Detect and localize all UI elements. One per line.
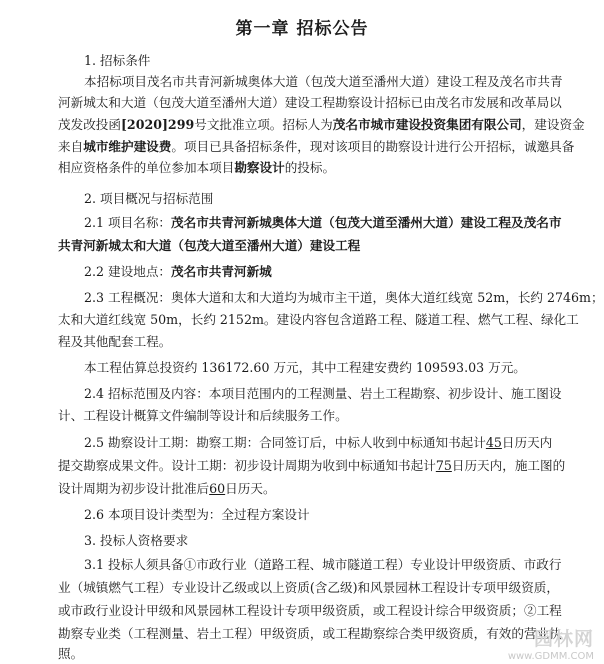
- qualification-line-3: 或市政行业设计甲级和风景园林工程设计专项甲级资质，或工程设计综合甲级资质；②工程: [58, 603, 562, 618]
- construction-drawing-days: 60: [209, 481, 226, 496]
- scope-line-1: 2.4 招标范围及内容：本项目范围内的工程测量、岩土工程勘察、初步设计、施工图设: [84, 386, 562, 401]
- schedule-line-3-end: 日历天。: [225, 481, 276, 496]
- watermark: [508, 624, 594, 662]
- qualification-line-2: 业（城镇燃气工程）专业设计乙级或以上资质(含乙级)和风景园林工程设计专项甲级资质，: [58, 580, 559, 595]
- preliminary-design-days: 75: [435, 458, 452, 473]
- schedule-line-1-end: 日历天内: [501, 435, 553, 450]
- project-name-line-2: 共青河新城太和大道（包茂大道至潘州大道）建设工程: [58, 238, 361, 253]
- watermark-brand: 园林网: [533, 628, 594, 650]
- chapter-title: 第一章 招标公告: [235, 19, 369, 39]
- s1-line-4-start: 来自: [58, 139, 84, 154]
- watermark-url: www.GDMM.COM: [507, 651, 594, 662]
- schedule-line-1-start: 2.5 勘察设计工期：勘察工期：合同签订后，中标人收到中标通知书起计: [84, 435, 486, 450]
- section-3-heading: 3. 投标人资格要求: [84, 533, 189, 548]
- overview-line-3: 程及其他配套工程。: [58, 334, 172, 349]
- overview-line-1: 2.3 工程概况：奥体大道和太和大道均为城市主干道，奥体大道红线宽 52m，长约 2746m；: [84, 290, 604, 305]
- project-name-label: 2.1 项目名称：: [84, 215, 172, 230]
- s1-line-5: [58, 160, 335, 176]
- tenderer-name: 茂名市城市建设投资集团有限公司: [332, 117, 522, 132]
- s1-line-3-end: ，建设资金: [521, 117, 585, 132]
- scope-line-2: 计、工程设计概算文件编制等设计和后续服务工作。: [58, 408, 348, 423]
- section-2-heading: 2. 项目概况与招标范围: [84, 191, 214, 206]
- schedule-line-3: [58, 481, 276, 497]
- site-label: 2.2 建设地点：: [84, 264, 172, 279]
- site-value: 茂名市共青河新城: [171, 264, 272, 279]
- qualification-line-5: 照。: [58, 646, 84, 661]
- s1-line-3: [58, 117, 585, 133]
- construction-site: [84, 264, 272, 280]
- tender-subject: 勘察设计: [234, 160, 285, 175]
- s1-line-1: 本招标项目茂名市共青河新城奥体大道（包茂大道至潘州大道）建设工程及茂名市共青: [84, 74, 563, 89]
- qualification-line-1: 3.1 投标人须具备①市政行业（道路工程、城市隧道工程）专业设计甲级资质、市政行: [84, 557, 562, 572]
- project-name-line-1: [84, 215, 561, 231]
- s1-line-3-mid: 号文批准立项。招标人为: [194, 117, 333, 132]
- approval-agency: 茂发改投函: [58, 117, 121, 132]
- s1-line-5-end: 的投标。: [284, 160, 336, 175]
- s1-line-2: 河新城太和大道（包茂大道至潘州大道）建设工程勘察设计招标已由茂名市发展和改革局以: [58, 95, 562, 110]
- investment-line: 本工程估算总投资约 136172.60 万元，其中工程建安费约 109593.03 万元。: [84, 360, 526, 375]
- approval-number: [2020]299: [120, 117, 195, 132]
- schedule-line-1: [84, 435, 552, 451]
- design-type-line: 2.6 本项目设计类型为：全过程方案设计: [84, 507, 310, 522]
- s1-line-4-end: 。项目已具备招标条件，现对该项目的勘察设计进行公开招标，诚邀具备: [171, 139, 575, 154]
- qualification-line-4: 勘察专业类（工程测量、岩土工程）甲级资质，或工程勘察综合类甲级资质，有效的营业执: [58, 626, 562, 641]
- schedule-line-2: [58, 458, 565, 474]
- section-1-heading: 1. 招标条件: [84, 53, 151, 68]
- project-name-value: 茂名市共青河新城奥体大道（包茂大道至潘州大道）建设工程及茂名市: [171, 215, 562, 230]
- s1-line-4: [58, 139, 574, 155]
- schedule-line-3-start: 设计周期为初步设计批准后: [58, 481, 210, 496]
- s1-line-5-start: 相应资格条件的单位参加本项目: [58, 160, 235, 175]
- survey-days: 45: [485, 435, 502, 450]
- funding-source: 城市维护建设费: [83, 139, 172, 154]
- schedule-line-2-start: 提交勘察成果文件。设计工期：初步设计周期为收到中标通知书起计: [58, 458, 436, 473]
- overview-line-2: 太和大道红线宽 50m，长约 2152m。建设内容包含道路工程、隧道工程、燃气工程、绿化工: [58, 312, 579, 327]
- schedule-line-2-end: 日历天内，施工图的: [451, 458, 566, 473]
